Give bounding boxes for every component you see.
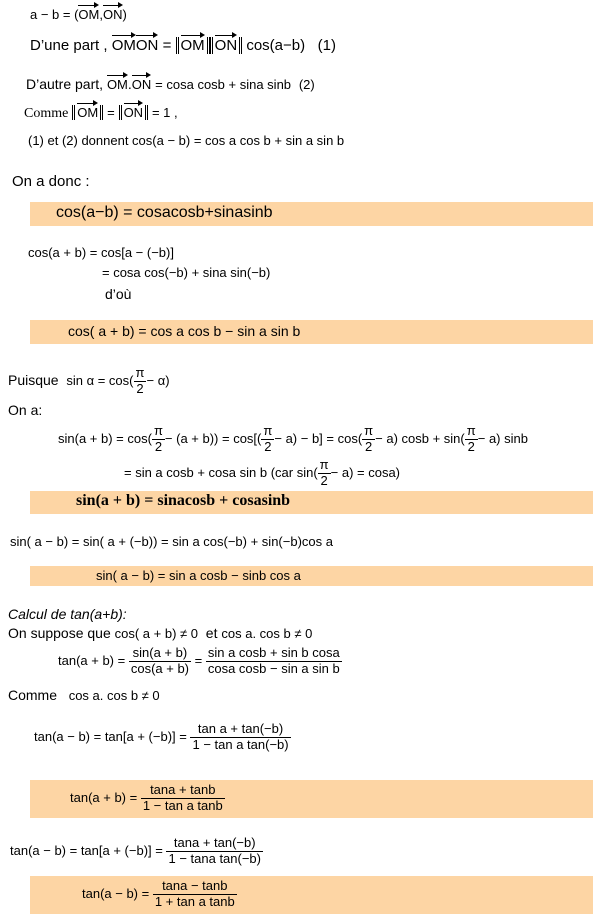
equals: = — [107, 105, 115, 120]
numerator: π — [153, 423, 163, 438]
formula-cos-a-minus-b: cos(a−b) = cosacosb+sinasinb — [56, 204, 273, 221]
numerator: π — [466, 423, 476, 438]
dot-product-norm-line — [30, 37, 336, 54]
numerator: π — [135, 365, 145, 380]
sin-a-plus-b-derivation — [58, 424, 528, 455]
denominator: 1 − tana tan(−b) — [168, 850, 261, 866]
denominator: 2 — [264, 438, 272, 454]
numerator: π — [263, 423, 273, 438]
text: tan(a − b) = tan[a + (−b)] = — [34, 728, 187, 744]
conclusion-line: (1) et (2) donnent cos(a − b) = cos a cos b + sin a sin b — [28, 133, 345, 148]
vector-om: OM — [106, 77, 128, 92]
fraction-tan — [166, 836, 263, 867]
denominator: 2 — [154, 438, 163, 454]
condition-2: cos a. cos b ≠ 0 — [221, 626, 313, 641]
tan-a-minus-b-line-1 — [34, 722, 291, 753]
denominator: 2 — [320, 472, 328, 488]
text: − a) sinb — [477, 430, 528, 446]
vector-om: OM — [180, 37, 205, 54]
highlight-box-tan-a-plus-b — [30, 780, 593, 818]
on-a-label: On a: — [8, 402, 43, 418]
sin-a-plus-b-result-line — [124, 458, 400, 489]
fraction-pi-over-2 — [152, 424, 165, 455]
text: − a) − b] = cos( — [274, 430, 363, 446]
norm-on — [210, 37, 243, 54]
text: tan(a + b) = — [70, 789, 138, 805]
highlight-box-sin-a-minus-b — [30, 566, 593, 586]
sin-a-minus-b-line: sin( a − b) = sin( a + (−b)) = sin a cos(−b) + sin(−b)cos a — [10, 534, 333, 549]
fraction-pi-over-2 — [134, 366, 147, 397]
label: D’autre part, — [26, 76, 104, 92]
highlight-box-cos-a-plus-b — [30, 320, 593, 344]
on-a-donc: On a donc : — [12, 173, 90, 190]
formula-cos-a-plus-b: cos( a + b) = cos a cos b − sin a sin b — [68, 323, 301, 339]
formula-tan-a-minus-b — [82, 879, 237, 910]
fraction-pi-over-2 — [261, 424, 274, 455]
text: tan(a + b) = — [58, 652, 126, 668]
fraction-pi-over-2 — [362, 424, 375, 455]
label: D’une part , — [30, 37, 108, 54]
norm-equal-one-line — [24, 104, 178, 122]
tan-a-plus-b-quotient — [58, 646, 342, 677]
norm-on — [119, 105, 149, 120]
label: Puisque — [8, 372, 59, 389]
vector-on: ON — [131, 77, 152, 92]
formula-tan-a-plus-b — [70, 783, 225, 814]
numerator: π — [319, 457, 329, 472]
vector-om: OM — [77, 105, 99, 120]
denominator: 2 — [136, 380, 144, 396]
numerator: tana + tan(−b) — [166, 836, 263, 852]
vector-om: OM — [111, 37, 136, 54]
dot-product-coords-line — [26, 76, 315, 92]
comme-line — [8, 687, 160, 703]
label: On suppose que — [8, 625, 111, 641]
highlight-box-cos-a-minus-b — [30, 202, 593, 226]
vector-om: OM — [78, 7, 100, 22]
norm-om — [72, 105, 103, 120]
equals: = — [194, 652, 203, 668]
condition: cos a. cos b ≠ 0 — [68, 688, 160, 703]
denominator: 1 − tan a tanb — [142, 797, 223, 813]
denominator: 2 — [467, 438, 475, 454]
puisque-line — [8, 366, 170, 397]
rhs: cos(a−b) — [246, 37, 306, 54]
numerator: tana − tanb — [153, 879, 237, 895]
calcul-tan-heading: Calcul de tan(a+b): — [8, 606, 127, 622]
fraction-pi-over-2 — [318, 458, 331, 489]
fraction-tan — [141, 783, 225, 814]
text: tan(a − b) = tan[a + (−b)] = — [10, 842, 163, 858]
text: sin(a + b) = cos( — [58, 430, 152, 446]
fraction-sin-over-cos — [129, 646, 191, 677]
fraction-pi-over-2 — [465, 424, 478, 455]
equation-number: (1) — [317, 37, 336, 54]
text: tan(a − b) = — [82, 885, 150, 901]
numerator: tana + tanb — [141, 783, 225, 799]
numerator: sin(a + b) — [129, 646, 191, 662]
vector-on: ON — [214, 37, 238, 54]
numerator: sin a cosb + sin b cosa — [207, 645, 340, 660]
label: Comme — [24, 106, 69, 121]
text: . — [127, 76, 132, 92]
vector-on: ON — [123, 105, 144, 120]
denominator: 2 — [365, 438, 373, 454]
cos-a-plus-b-line2: = cosa cos(−b) + sina sin(−b) — [102, 265, 271, 280]
vector-on: ON — [103, 7, 123, 22]
numerator: tan a + tan(−b) — [190, 722, 290, 738]
conjunction: et — [205, 625, 218, 641]
vector-angle-line — [30, 7, 127, 22]
rhs: = 1 , — [151, 105, 178, 120]
text: − a) cosb + sin( — [375, 430, 465, 446]
text: ) — [122, 7, 127, 22]
text: − α) — [146, 373, 170, 389]
text: − (a + b)) = cos[( — [164, 430, 262, 446]
formula-sin-a-plus-b: sin(a + b) = sinacosb + cosasinb — [76, 492, 291, 509]
tan-a-minus-b-line-2 — [10, 836, 263, 867]
equals: = — [162, 37, 172, 54]
text: = sin a cosb + cosa sin b (car sin( — [124, 464, 318, 480]
on-suppose-line — [8, 625, 312, 641]
fraction-expanded — [206, 646, 342, 677]
formula-sin-a-minus-b: sin( a − b) = sin a cosb − sinb cos a — [96, 568, 301, 583]
highlight-box-tan-a-minus-b — [30, 876, 593, 914]
equation-number: (2) — [298, 77, 315, 92]
label: Comme — [8, 687, 58, 703]
text: − a) = cosa) — [330, 464, 401, 480]
text: sin α = cos( — [66, 373, 134, 389]
denominator: cos(a + b) — [130, 660, 190, 676]
highlight-box-sin-a-plus-b — [30, 491, 593, 514]
cos-a-plus-b-line1: cos(a + b) = cos[a − (−b)] — [28, 245, 174, 260]
denominator: 1 − tan a tan(−b) — [192, 736, 289, 752]
text: a − b = ( — [30, 7, 79, 22]
denominator: 1 + tan a tanb — [154, 893, 235, 909]
numerator: π — [364, 423, 374, 438]
condition-1: cos( a + b) ≠ 0 — [114, 626, 199, 641]
vector-on: ON — [135, 37, 159, 54]
text: , — [99, 7, 103, 22]
fraction-tan — [153, 879, 237, 910]
norm-om — [176, 37, 210, 54]
denominator: cosa cosb − sin a sin b — [207, 660, 340, 676]
fraction-tan — [190, 722, 290, 753]
rhs: = cosa cosb + sina sinb — [155, 77, 292, 92]
dou-label: d’où — [105, 286, 132, 302]
